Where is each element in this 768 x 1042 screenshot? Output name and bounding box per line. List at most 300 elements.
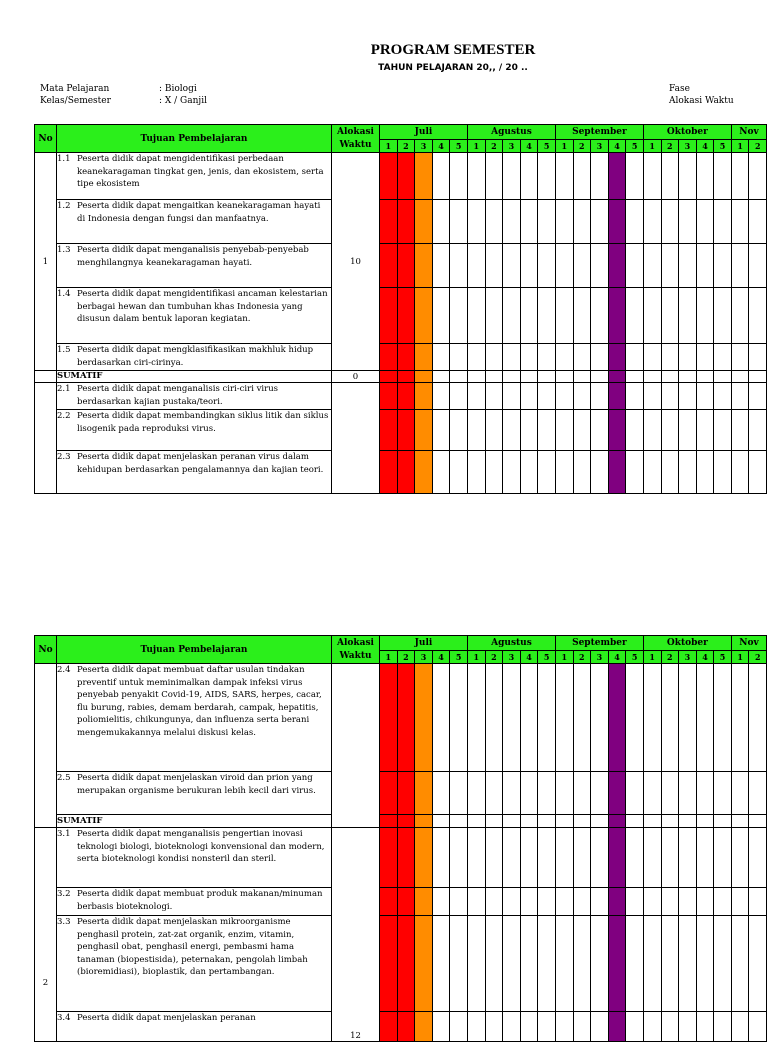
objective-number: 1.3 — [57, 245, 71, 255]
week-cell — [380, 344, 398, 371]
header-alokasi-line1: Alokasi — [337, 637, 374, 648]
week-cell — [679, 153, 697, 200]
week-cell — [679, 288, 697, 344]
week-cell — [503, 344, 521, 371]
week-cell — [573, 244, 591, 288]
week-cell — [608, 344, 626, 371]
week-cell — [714, 916, 732, 1012]
kelas-value: : X / Ganjil — [159, 96, 207, 106]
week-cell — [626, 383, 644, 410]
week-cell — [520, 815, 538, 828]
week-cell — [555, 153, 573, 200]
week-cell — [467, 200, 485, 244]
week-cell — [485, 888, 503, 916]
header-week: 4 — [608, 651, 626, 664]
alokasi-cell: 10 — [332, 153, 380, 371]
week-cell — [608, 888, 626, 916]
week-cell — [714, 244, 732, 288]
week-cell — [467, 410, 485, 451]
week-cell — [450, 410, 468, 451]
week-cell — [696, 244, 714, 288]
week-cell — [555, 288, 573, 344]
week-cell — [679, 916, 697, 1012]
week-cell — [696, 815, 714, 828]
week-cell — [432, 200, 450, 244]
header-month: Agustus — [467, 636, 555, 651]
week-cell — [661, 772, 679, 815]
objective-cell — [57, 244, 332, 288]
week-cell — [573, 772, 591, 815]
week-cell — [380, 200, 398, 244]
week-cell — [467, 153, 485, 200]
week-cell — [714, 815, 732, 828]
header-week: 3 — [591, 651, 609, 664]
objective-text: Peserta didik dapat mengidentifikasi ancaman kelestarian berbagai hewan dan tumbuhan khas Indonesia yang disusun dalam bentuk laporan kegiatan. — [77, 289, 328, 324]
week-cell — [485, 828, 503, 888]
table-row — [35, 451, 767, 494]
week-cell — [573, 410, 591, 451]
week-cell — [591, 815, 609, 828]
week-cell — [573, 344, 591, 371]
header-month: Agustus — [467, 125, 555, 140]
header-alokasi — [332, 636, 380, 664]
week-cell — [643, 383, 661, 410]
week-cell — [485, 410, 503, 451]
table-row — [35, 916, 767, 1012]
week-cell — [432, 244, 450, 288]
week-cell — [380, 410, 398, 451]
objective-text: Peserta didik dapat menjelaskan mikroorganisme penghasil protein, zat-zat organik, enzim, vitamin, penghasil obat, penghasil energi, pembasmi hama tanaman (biopestisida), peternakan, pengolah limbah (bioremidiasi), bioplastik, dan pertambangan. — [77, 917, 308, 977]
page-title: PROGRAM SEMESTER — [370, 42, 536, 58]
week-cell — [696, 1012, 714, 1042]
header-week: 2 — [749, 140, 767, 153]
week-cell — [450, 815, 468, 828]
week-cell — [450, 371, 468, 383]
header-week: 5 — [714, 140, 732, 153]
objective-cell — [57, 153, 332, 200]
week-cell — [626, 664, 644, 772]
week-cell — [450, 344, 468, 371]
week-cell — [415, 916, 433, 1012]
header-week: 4 — [432, 651, 450, 664]
week-cell — [749, 244, 767, 288]
week-cell — [608, 200, 626, 244]
objective-text: Peserta didik dapat mengaitkan keanekaragaman hayati di Indonesia dengan fungsi dan manfaatnya. — [77, 201, 321, 224]
week-cell — [714, 383, 732, 410]
week-cell — [432, 772, 450, 815]
alokasi-cell: 12 — [332, 828, 380, 1042]
header-week: 4 — [432, 140, 450, 153]
week-cell — [749, 1012, 767, 1042]
objective-cell — [57, 200, 332, 244]
header-week: 5 — [450, 651, 468, 664]
week-cell — [749, 288, 767, 344]
week-cell — [415, 1012, 433, 1042]
table-row — [35, 344, 767, 371]
header-week: 1 — [467, 140, 485, 153]
week-cell — [415, 410, 433, 451]
week-cell — [485, 664, 503, 772]
week-cell — [432, 410, 450, 451]
objective-number: 1.5 — [57, 345, 71, 355]
header-week: 1 — [643, 651, 661, 664]
week-cell — [608, 383, 626, 410]
week-cell — [503, 244, 521, 288]
header-week: 4 — [608, 140, 626, 153]
header-week: 5 — [538, 651, 556, 664]
week-cell — [626, 344, 644, 371]
row-no — [35, 371, 57, 383]
week-cell — [626, 153, 644, 200]
week-cell — [608, 664, 626, 772]
week-cell — [555, 451, 573, 494]
table-row — [35, 815, 767, 828]
week-cell — [380, 371, 398, 383]
week-cell — [731, 244, 749, 288]
week-cell — [643, 371, 661, 383]
header-week: 5 — [714, 651, 732, 664]
week-cell — [573, 1012, 591, 1042]
week-cell — [555, 772, 573, 815]
week-cell — [696, 916, 714, 1012]
week-cell — [696, 383, 714, 410]
objective-text: Peserta didik dapat membuat daftar usulan tindakan preventif untuk meminimalkan dampak infeksi virus penyebab penyakit Covid-19, AIDS, SARS, herpes, cacar, flu burung, rabies, demam berdarah, campak, hepatitis, poliomielitis, chikungunya, dan influenza serta berani mengemukakannya melalui diskusi kelas. — [77, 665, 322, 738]
week-cell — [643, 410, 661, 451]
header-week: 4 — [520, 651, 538, 664]
week-cell — [538, 1012, 556, 1042]
week-cell — [450, 888, 468, 916]
week-cell — [696, 772, 714, 815]
week-cell — [397, 916, 415, 1012]
objective-text: Peserta didik dapat menjelaskan viroid dan prion yang merupakan organisme berukuran lebih kecil dari virus. — [77, 773, 316, 796]
header-week: 1 — [380, 651, 398, 664]
week-cell — [503, 664, 521, 772]
week-cell — [643, 288, 661, 344]
week-cell — [380, 888, 398, 916]
week-cell — [538, 344, 556, 371]
week-cell — [591, 451, 609, 494]
week-cell — [661, 664, 679, 772]
week-cell — [397, 244, 415, 288]
week-cell — [397, 828, 415, 888]
week-cell — [450, 288, 468, 344]
week-cell — [520, 344, 538, 371]
program-table-page2 — [34, 635, 767, 1042]
week-cell — [661, 451, 679, 494]
week-cell — [731, 383, 749, 410]
week-cell — [714, 451, 732, 494]
week-cell — [485, 383, 503, 410]
week-cell — [415, 451, 433, 494]
week-cell — [380, 664, 398, 772]
week-cell — [538, 815, 556, 828]
week-cell — [538, 244, 556, 288]
week-cell — [467, 772, 485, 815]
week-cell — [520, 916, 538, 1012]
week-cell — [503, 916, 521, 1012]
week-cell — [696, 888, 714, 916]
objective-cell — [57, 916, 332, 1012]
header-month: Nov — [731, 636, 766, 651]
week-cell — [450, 664, 468, 772]
week-cell — [696, 153, 714, 200]
week-cell — [696, 410, 714, 451]
week-cell — [661, 200, 679, 244]
week-cell — [520, 153, 538, 200]
table-row — [35, 244, 767, 288]
header-month: September — [555, 125, 643, 140]
week-cell — [714, 772, 732, 815]
week-cell — [626, 410, 644, 451]
objective-number: 2.3 — [57, 452, 71, 462]
week-cell — [415, 244, 433, 288]
mapel-label: Mata Pelajaran — [40, 84, 110, 94]
header-week: 2 — [573, 651, 591, 664]
week-cell — [749, 371, 767, 383]
week-cell — [661, 410, 679, 451]
week-cell — [432, 451, 450, 494]
week-cell — [661, 828, 679, 888]
week-cell — [591, 664, 609, 772]
week-cell — [608, 815, 626, 828]
week-cell — [608, 288, 626, 344]
header-tujuan: Tujuan Pembelajaran — [57, 636, 332, 664]
header-month: Juli — [380, 636, 468, 651]
week-cell — [397, 344, 415, 371]
week-cell — [679, 371, 697, 383]
week-cell — [538, 888, 556, 916]
week-cell — [415, 772, 433, 815]
week-cell — [380, 153, 398, 200]
week-cell — [749, 344, 767, 371]
week-cell — [520, 288, 538, 344]
week-cell — [696, 288, 714, 344]
week-cell — [749, 664, 767, 772]
week-cell — [520, 200, 538, 244]
week-cell — [749, 815, 767, 828]
objective-number: 3.3 — [57, 917, 71, 927]
week-cell — [731, 815, 749, 828]
week-cell — [538, 371, 556, 383]
week-cell — [415, 288, 433, 344]
header-week: 3 — [679, 140, 697, 153]
week-cell — [397, 1012, 415, 1042]
week-cell — [714, 828, 732, 888]
week-cell — [485, 200, 503, 244]
header-week: 1 — [731, 651, 749, 664]
week-cell — [415, 664, 433, 772]
header-week: 3 — [415, 651, 433, 664]
week-cell — [555, 916, 573, 1012]
week-cell — [538, 153, 556, 200]
table-row — [35, 888, 767, 916]
week-cell — [450, 451, 468, 494]
week-cell — [415, 371, 433, 383]
week-cell — [503, 815, 521, 828]
week-cell — [661, 153, 679, 200]
week-cell — [485, 772, 503, 815]
week-cell — [714, 888, 732, 916]
week-cell — [485, 1012, 503, 1042]
week-cell — [397, 664, 415, 772]
week-cell — [749, 451, 767, 494]
week-cell — [415, 383, 433, 410]
week-cell — [555, 383, 573, 410]
week-cell — [696, 344, 714, 371]
week-cell — [467, 451, 485, 494]
week-cell — [538, 410, 556, 451]
week-cell — [467, 371, 485, 383]
header-week: 1 — [380, 140, 398, 153]
header-no: No — [35, 636, 57, 664]
header-week: 2 — [485, 651, 503, 664]
week-cell — [467, 828, 485, 888]
week-cell — [696, 828, 714, 888]
week-cell — [397, 200, 415, 244]
week-cell — [538, 916, 556, 1012]
week-cell — [696, 664, 714, 772]
table-row — [35, 1012, 767, 1042]
week-cell — [520, 410, 538, 451]
week-cell — [415, 815, 433, 828]
week-cell — [432, 888, 450, 916]
week-cell — [555, 371, 573, 383]
week-cell — [415, 828, 433, 888]
week-cell — [573, 888, 591, 916]
week-cell — [485, 288, 503, 344]
objective-cell — [57, 383, 332, 410]
week-cell — [380, 815, 398, 828]
week-cell — [467, 815, 485, 828]
week-cell — [643, 153, 661, 200]
objective-text: Peserta didik dapat mengidentifikasi perbedaan keanekaragaman tingkat gen, jenis, dan ekosistem, serta tipe ekosistem — [77, 154, 324, 189]
week-cell — [380, 244, 398, 288]
week-cell — [626, 244, 644, 288]
header-week: 2 — [749, 651, 767, 664]
week-cell — [503, 410, 521, 451]
objective-cell — [57, 828, 332, 888]
objective-cell — [57, 772, 332, 815]
week-cell — [450, 200, 468, 244]
header-week: 5 — [450, 140, 468, 153]
week-cell — [714, 153, 732, 200]
week-cell — [467, 383, 485, 410]
header-week: 2 — [661, 140, 679, 153]
week-cell — [731, 772, 749, 815]
week-cell — [503, 153, 521, 200]
week-cell — [591, 383, 609, 410]
week-cell — [573, 815, 591, 828]
week-cell — [450, 383, 468, 410]
week-cell — [696, 371, 714, 383]
header-week: 2 — [397, 140, 415, 153]
week-cell — [608, 828, 626, 888]
objective-cell — [57, 288, 332, 344]
week-cell — [679, 1012, 697, 1042]
week-cell — [679, 383, 697, 410]
objective-cell — [57, 344, 332, 371]
week-cell — [450, 153, 468, 200]
week-cell — [432, 664, 450, 772]
week-cell — [731, 888, 749, 916]
week-cell — [415, 888, 433, 916]
alokasi-cell — [332, 664, 380, 828]
week-cell — [467, 916, 485, 1012]
table-row — [35, 664, 767, 772]
week-cell — [520, 828, 538, 888]
week-cell — [591, 888, 609, 916]
week-cell — [467, 888, 485, 916]
week-cell — [608, 1012, 626, 1042]
week-cell — [679, 200, 697, 244]
week-cell — [679, 451, 697, 494]
week-cell — [679, 244, 697, 288]
week-cell — [696, 451, 714, 494]
week-cell — [749, 153, 767, 200]
week-cell — [608, 772, 626, 815]
week-cell — [643, 1012, 661, 1042]
week-cell — [643, 828, 661, 888]
week-cell — [608, 451, 626, 494]
objective-text: Peserta didik dapat menjelaskan peranan virus dalam kehidupan berdasarkan pengalamannya dan kajian teori. — [77, 452, 324, 475]
objective-cell — [57, 664, 332, 772]
week-cell — [731, 451, 749, 494]
week-cell — [661, 383, 679, 410]
table-row — [35, 288, 767, 344]
week-cell — [450, 828, 468, 888]
week-cell — [573, 371, 591, 383]
header-month: Oktober — [643, 636, 731, 651]
week-cell — [397, 371, 415, 383]
week-cell — [380, 916, 398, 1012]
week-cell — [591, 772, 609, 815]
week-cell — [432, 828, 450, 888]
header-month: Oktober — [643, 125, 731, 140]
week-cell — [626, 288, 644, 344]
week-cell — [679, 888, 697, 916]
week-cell — [432, 153, 450, 200]
week-cell — [432, 371, 450, 383]
week-cell — [661, 344, 679, 371]
header-week: 5 — [626, 140, 644, 153]
week-cell — [573, 200, 591, 244]
week-cell — [714, 371, 732, 383]
week-cell — [397, 288, 415, 344]
week-cell — [520, 1012, 538, 1042]
header-month: September — [555, 636, 643, 651]
week-cell — [503, 288, 521, 344]
objective-text: Peserta didik dapat mengklasifikasikan makhluk hidup berdasarkan ciri-cirinya. — [77, 345, 314, 368]
objective-number: 1.2 — [57, 201, 71, 211]
week-cell — [503, 1012, 521, 1042]
week-cell — [503, 828, 521, 888]
header-week: 3 — [503, 140, 521, 153]
week-cell — [714, 200, 732, 244]
week-cell — [538, 200, 556, 244]
week-cell — [538, 451, 556, 494]
week-cell — [538, 288, 556, 344]
header-week: 1 — [731, 140, 749, 153]
week-cell — [538, 772, 556, 815]
week-cell — [643, 244, 661, 288]
week-cell — [731, 664, 749, 772]
week-cell — [380, 1012, 398, 1042]
week-cell — [503, 200, 521, 244]
week-cell — [679, 344, 697, 371]
week-cell — [731, 344, 749, 371]
objective-number: 3.2 — [57, 889, 71, 899]
week-cell — [485, 244, 503, 288]
